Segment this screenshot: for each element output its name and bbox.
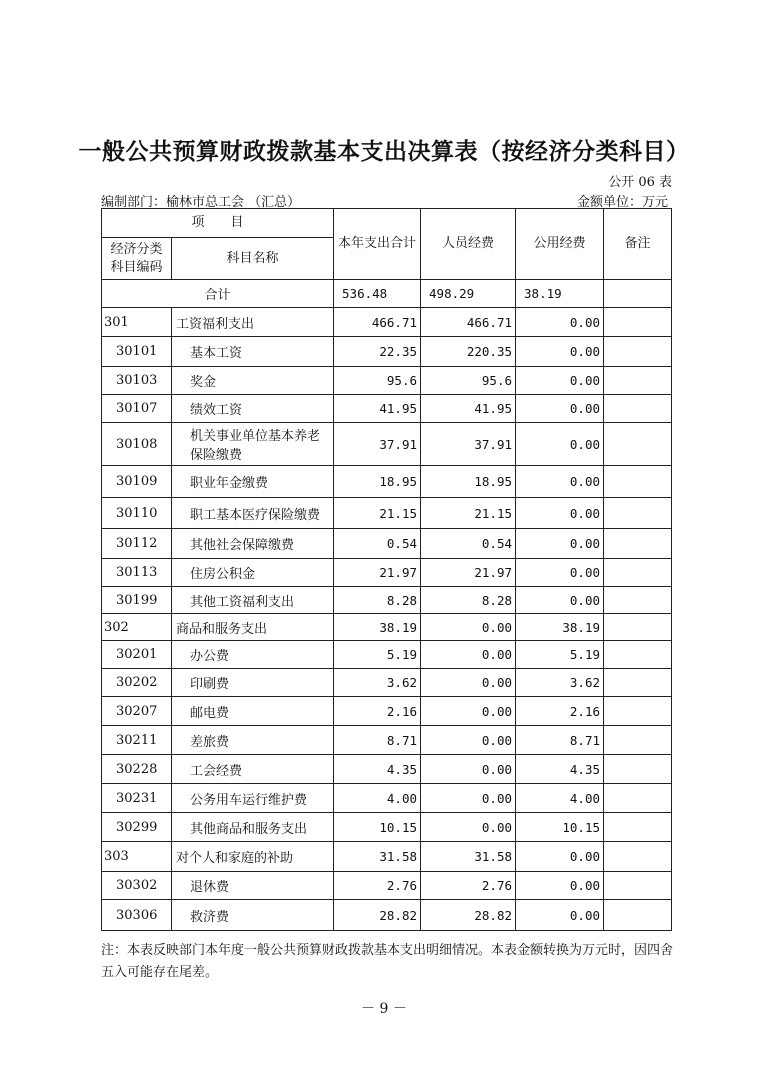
row-total: 10.15 [334, 813, 421, 842]
row-remark [604, 872, 672, 900]
total-label: 合计 [102, 280, 334, 308]
row-code: 30302 [102, 872, 172, 900]
row-personnel: 0.00 [421, 614, 516, 641]
row-code: 30103 [102, 367, 172, 395]
row-public: 0.00 [516, 529, 604, 559]
row-personnel: 0.00 [421, 697, 516, 726]
row-public: 0.00 [516, 367, 604, 395]
row-code: 30101 [102, 337, 172, 367]
row-name: 救济费 [172, 900, 334, 931]
row-public: 0.00 [516, 872, 604, 900]
row-total: 4.35 [334, 755, 421, 784]
row-total: 41.95 [334, 395, 421, 423]
row-name: 对个人和家庭的补助 [172, 842, 334, 872]
table-row [102, 395, 672, 423]
row-name: 机关事业单位基本养老保险缴费 [172, 423, 334, 466]
footnote: 注：本表反映部门本年度一般公共预算财政拨款基本支出明细情况。本表金额转换为万元时，因四舍五入可能存在尾差。 [101, 943, 674, 980]
row-name: 工会经费 [172, 755, 334, 784]
row-remark [604, 813, 672, 842]
row-remark [604, 784, 672, 813]
row-total: 38.19 [334, 614, 421, 641]
table-row [102, 697, 672, 726]
row-remark [604, 337, 672, 367]
row-remark [604, 614, 672, 641]
table-row [102, 872, 672, 900]
row-personnel: 37.91 [421, 423, 516, 466]
row-code: 30107 [102, 395, 172, 423]
row-public: 0.00 [516, 308, 604, 337]
row-personnel: 0.00 [421, 726, 516, 755]
total-total: 536.48 [334, 280, 421, 308]
row-name: 其他工资福利支出 [172, 587, 334, 614]
row-personnel: 0.54 [421, 529, 516, 559]
row-personnel: 0.00 [421, 784, 516, 813]
row-code: 30113 [102, 559, 172, 587]
row-total: 8.71 [334, 726, 421, 755]
page-number: － 9 － [361, 1001, 407, 1017]
row-code: 30228 [102, 755, 172, 784]
row-name: 差旅费 [172, 726, 334, 755]
row-personnel: 466.71 [421, 308, 516, 337]
table-row [102, 641, 672, 669]
row-name: 其他社会保障缴费 [172, 529, 334, 559]
row-code: 30202 [102, 669, 172, 697]
row-remark [604, 529, 672, 559]
row-code: 30299 [102, 813, 172, 842]
row-total: 8.28 [334, 587, 421, 614]
row-total: 95.6 [334, 367, 421, 395]
row-code: 302 [102, 614, 172, 641]
row-personnel: 41.95 [421, 395, 516, 423]
header-public: 公用经费 [516, 209, 604, 280]
table-row [102, 308, 672, 337]
row-name: 奖金 [172, 367, 334, 395]
row-code: 30199 [102, 587, 172, 614]
row-name: 退休费 [172, 872, 334, 900]
row-public: 0.00 [516, 842, 604, 872]
row-public: 5.19 [516, 641, 604, 669]
table-row [102, 587, 672, 614]
row-code: 30109 [102, 466, 172, 498]
row-remark [604, 367, 672, 395]
row-name: 商品和服务支出 [172, 614, 334, 641]
table-row [102, 529, 672, 559]
page-title: 一般公共预算财政拨款基本支出决算表（按经济分类科目） [78, 138, 690, 165]
header-code: 经济分类科目编码 [102, 238, 172, 280]
row-name: 职业年金缴费 [172, 466, 334, 498]
row-personnel: 31.58 [421, 842, 516, 872]
table-row [102, 669, 672, 697]
row-total: 5.19 [334, 641, 421, 669]
row-public: 4.35 [516, 755, 604, 784]
header-personnel: 人员经费 [421, 209, 516, 280]
row-name: 其他商品和服务支出 [172, 813, 334, 842]
row-remark [604, 669, 672, 697]
row-code: 30211 [102, 726, 172, 755]
row-public: 2.16 [516, 697, 604, 726]
row-total: 2.76 [334, 872, 421, 900]
row-name: 公务用车运行维护费 [172, 784, 334, 813]
row-remark [604, 587, 672, 614]
row-code: 30231 [102, 784, 172, 813]
row-total: 466.71 [334, 308, 421, 337]
table-row [102, 784, 672, 813]
form-number: 公开 06 表 [608, 175, 672, 190]
row-name: 邮电费 [172, 697, 334, 726]
table-row [102, 337, 672, 367]
table-row [102, 755, 672, 784]
table-row [102, 842, 672, 872]
header-project: 项 目 [102, 209, 334, 238]
row-public: 0.00 [516, 498, 604, 529]
row-public: 0.00 [516, 587, 604, 614]
row-name: 工资福利支出 [172, 308, 334, 337]
table-row [102, 614, 672, 641]
row-name: 基本工资 [172, 337, 334, 367]
row-public: 4.00 [516, 784, 604, 813]
row-public: 0.00 [516, 395, 604, 423]
row-code: 301 [102, 308, 172, 337]
table-row [102, 726, 672, 755]
row-personnel: 21.15 [421, 498, 516, 529]
row-remark [604, 900, 672, 931]
row-total: 3.62 [334, 669, 421, 697]
amount-unit-label: 金额单位：万元 [576, 195, 668, 210]
row-total: 31.58 [334, 842, 421, 872]
row-personnel: 0.00 [421, 641, 516, 669]
row-personnel: 0.00 [421, 669, 516, 697]
row-total: 28.82 [334, 900, 421, 931]
row-total: 18.95 [334, 466, 421, 498]
row-remark [604, 559, 672, 587]
row-remark [604, 308, 672, 337]
row-personnel: 0.00 [421, 755, 516, 784]
table-row [102, 900, 672, 931]
table-row [102, 559, 672, 587]
row-total: 21.15 [334, 498, 421, 529]
row-name: 办公费 [172, 641, 334, 669]
row-total: 21.97 [334, 559, 421, 587]
table-row [102, 466, 672, 498]
table-row [102, 367, 672, 395]
row-remark [604, 641, 672, 669]
row-personnel: 220.35 [421, 337, 516, 367]
row-public: 0.00 [516, 559, 604, 587]
row-code: 30207 [102, 697, 172, 726]
row-name: 印刷费 [172, 669, 334, 697]
row-public: 3.62 [516, 669, 604, 697]
row-public: 8.71 [516, 726, 604, 755]
row-remark [604, 466, 672, 498]
row-public: 38.19 [516, 614, 604, 641]
header-name: 科目名称 [172, 238, 334, 280]
total-row [102, 280, 672, 308]
row-name: 职工基本医疗保险缴费 [172, 498, 334, 529]
row-remark [604, 697, 672, 726]
row-code: 30306 [102, 900, 172, 931]
table-row [102, 498, 672, 529]
header-total: 本年支出合计 [334, 209, 421, 280]
row-name: 住房公积金 [172, 559, 334, 587]
row-code: 30112 [102, 529, 172, 559]
total-remark [604, 280, 672, 308]
department-label: 编制部门：榆林市总工会 （汇总） [101, 195, 301, 210]
row-personnel: 0.00 [421, 813, 516, 842]
row-remark [604, 423, 672, 466]
total-personnel: 498.29 [421, 280, 516, 308]
row-personnel: 18.95 [421, 466, 516, 498]
row-personnel: 2.76 [421, 872, 516, 900]
row-personnel: 21.97 [421, 559, 516, 587]
row-name: 绩效工资 [172, 395, 334, 423]
row-code: 30110 [102, 498, 172, 529]
row-personnel: 8.28 [421, 587, 516, 614]
row-personnel: 95.6 [421, 367, 516, 395]
row-code: 30201 [102, 641, 172, 669]
row-total: 22.35 [334, 337, 421, 367]
row-remark [604, 726, 672, 755]
row-remark [604, 755, 672, 784]
row-public: 0.00 [516, 337, 604, 367]
table-row [102, 813, 672, 842]
row-remark [604, 498, 672, 529]
row-remark [604, 842, 672, 872]
expenditure-table [101, 208, 672, 931]
row-personnel: 28.82 [421, 900, 516, 931]
row-total: 0.54 [334, 529, 421, 559]
header-remark: 备注 [604, 209, 672, 280]
row-total: 4.00 [334, 784, 421, 813]
row-public: 10.15 [516, 813, 604, 842]
row-public: 0.00 [516, 466, 604, 498]
total-public: 38.19 [516, 280, 604, 308]
table-row [102, 423, 672, 466]
row-code: 303 [102, 842, 172, 872]
row-code: 30108 [102, 423, 172, 466]
row-public: 0.00 [516, 423, 604, 466]
row-public: 0.00 [516, 900, 604, 931]
row-total: 2.16 [334, 697, 421, 726]
row-total: 37.91 [334, 423, 421, 466]
row-remark [604, 395, 672, 423]
